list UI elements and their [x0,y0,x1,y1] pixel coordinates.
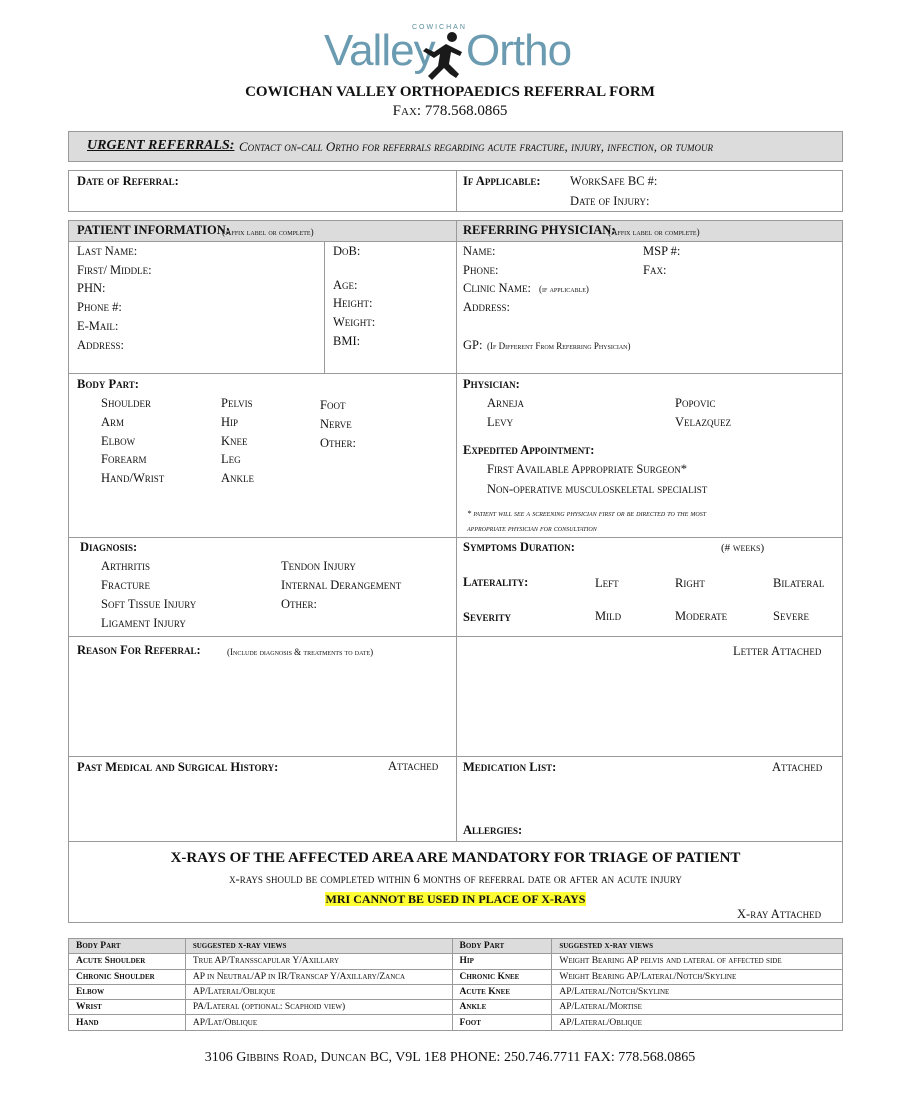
diagnosis-heading: Diagnosis: [80,540,138,554]
xray-subtext: x-rays should be completed within 6 months of referral date or after an acute injury [229,872,682,886]
allergies-label: Allergies: [463,823,523,837]
xray-heading: X-RAYS OF THE AFFECTED AREA ARE MANDATORY FOR TRIAGE OF PATIENT [170,850,741,866]
bp-foot[interactable]: Foot [320,398,346,412]
severity-label: Severity [463,610,511,624]
table-cell: Chronic Shoulder [69,969,186,984]
bp-shoulder[interactable]: Shoulder [101,396,151,410]
bp-hand-wrist[interactable]: Hand/Wrist [101,471,165,485]
table-header-row [69,939,843,954]
dx-soft-tissue[interactable]: Soft Tissue Injury [101,597,197,611]
bp-leg[interactable]: Leg [221,452,241,466]
table-cell: Elbow [69,984,186,999]
clinic-name-label: Clinic Name: [463,281,531,295]
dx-ligament[interactable]: Ligament Injury [101,616,186,630]
referring-physician-heading: REFERRING PHYSICIAN: [463,223,616,237]
dx-tendon[interactable]: Tendon Injury [281,559,356,573]
gp-note: (If Different From Referring Physician) [487,341,631,351]
table-cell: Chronic Knee [452,969,552,984]
sev-severe[interactable]: Severe [773,609,809,623]
weeks-note: (# weeks) [721,542,765,554]
phys-velazquez[interactable]: Velazquez [675,415,732,429]
runner-icon [416,30,468,82]
clinic-note: (if applicable) [539,284,589,294]
table-cell: PA/Lateral (optional: Scaphoid view) [185,1000,452,1015]
urgent-text: Contact on-call Ortho for referrals regarding acute fracture, injury, infection, or tumour [239,139,714,154]
table-cell: Ankle [452,1000,552,1015]
table-cell: AP/Lateral/Oblique [552,1015,843,1030]
medication-attached[interactable]: Attached [772,760,823,774]
physician-address-label: Address: [463,300,511,314]
header-body-part: Body Part [69,939,186,954]
table-row [69,1000,843,1015]
sev-mild[interactable]: Mild [595,609,622,623]
physician-name-label: Name: [463,244,496,258]
form-title: COWICHAN VALLEY ORTHOPAEDICS REFERRAL FORM [245,84,655,100]
bp-nerve[interactable]: Nerve [320,417,352,431]
lat-left[interactable]: Left [595,576,619,590]
footer-address: 3106 Gibbins Road, Duncan BC, V9L 1E8 PHONE: 250.746.7711 FAX: 778.568.0865 [204,1050,696,1065]
bp-hip[interactable]: Hip [221,415,239,429]
xray-requirement-section [68,841,843,923]
header-views: suggested x-ray views [185,939,452,954]
urgent-label: URGENT REFERRALS: [87,138,235,153]
if-applicable-label: If Applicable: [463,174,541,188]
main-form-block [68,220,843,757]
mri-warning: MRI CANNOT BE USED IN PLACE OF X-RAYS [325,892,586,906]
xray-attached[interactable]: X-ray Attached [737,907,822,921]
body-part-heading: Body Part: [77,377,139,391]
medication-heading: Medication List: [463,760,557,774]
msp-label: MSP #: [643,244,681,258]
table-cell: AP/Lateral/Notch/Skyline [552,984,843,999]
cvo-logo [320,22,580,82]
expedited-heading: Expedited Appointment: [463,443,595,457]
table-cell: Hip [452,954,552,969]
weight-label: Weight: [333,315,376,329]
table-cell: AP/Lat/Oblique [185,1015,452,1030]
last-name-label: Last Name: [77,244,138,258]
dob-label: DoB: [333,244,361,258]
physician-phone-label: Phone: [463,263,499,277]
reason-heading: Reason For Referral: [77,643,201,657]
letter-attached[interactable]: Letter Attached [733,644,822,658]
dx-other[interactable]: Other: [281,597,317,611]
bp-forearm[interactable]: Forearm [101,452,147,466]
worksafe-label: WorkSafe BC #: [570,174,658,188]
table-cell: Foot [452,1015,552,1030]
lat-right[interactable]: Right [675,576,705,590]
phys-levy[interactable]: Levy [487,415,514,429]
referring-physician-note: (Affix label or complete) [608,227,700,237]
xray-views-table [68,938,843,1031]
bp-ankle[interactable]: Ankle [221,471,255,485]
table-row [69,984,843,999]
table-cell: Acute Shoulder [69,954,186,969]
expedited-note-1: * patient will see a screening physician first or be directed to the most [467,508,707,518]
table-cell: AP/Lateral/Oblique [185,984,452,999]
dx-internal-derangement[interactable]: Internal Derangement [281,578,402,592]
bmi-label: BMI: [333,334,361,348]
age-label: Age: [333,278,358,292]
header-body-part: Body Part [452,939,552,954]
history-section [68,756,843,842]
table-cell: Wrist [69,1000,186,1015]
date-of-referral-label: Date of Referral: [77,174,179,188]
table-cell: AP in Neutral/AP in IR/Transcap Y/Axillary/Zanca [185,969,452,984]
logo-valley-text: Valley [324,26,435,75]
physician-fax-label: Fax: [643,263,667,277]
patient-info-heading: PATIENT INFORMATION: [77,223,230,237]
email-label: E-Mail: [77,319,119,333]
dx-fracture[interactable]: Fracture [101,578,150,592]
table-cell: True AP/Transscapular Y/Axillary [185,954,452,969]
header-views: suggested x-ray views [552,939,843,954]
bp-other[interactable]: Other: [320,436,356,450]
symptoms-duration-label: Symptoms Duration: [463,540,575,554]
address-label: Address: [77,338,125,352]
table-cell: Weight Bearing AP/Lateral/Notch/Skyline [552,969,843,984]
history-attached[interactable]: Attached [388,759,439,773]
table-cell: Acute Knee [452,984,552,999]
phys-popovic[interactable]: Popovic [675,396,716,410]
height-label: Height: [333,296,373,310]
table-row [69,969,843,984]
laterality-label: Laterality: [463,575,529,589]
phone-label: Phone #: [77,300,122,314]
expedited-first-available[interactable]: First Available Appropriate Surgeon* [487,462,688,476]
lat-bilateral[interactable]: Bilateral [773,576,825,590]
expedited-note-2: appropriate physician for consultation [467,523,597,533]
dx-arthritis[interactable]: Arthritis [101,559,150,573]
gp-label: GP: [463,338,483,352]
bp-pelvis[interactable]: Pelvis [221,396,253,410]
bp-arm[interactable]: Arm [101,415,125,429]
bp-elbow[interactable]: Elbow [101,434,136,448]
sev-moderate[interactable]: Moderate [675,609,728,623]
referral-date-section [68,170,843,212]
date-of-injury-label: Date of Injury: [570,194,650,208]
table-cell: Hand [69,1015,186,1030]
logo-small-text: COWICHAN [412,24,467,31]
table-row [69,1015,843,1030]
table-cell: AP/Lateral/Mortise [552,1000,843,1015]
physician-select-heading: Physician: [463,377,520,391]
urgent-banner [68,131,843,162]
bp-knee[interactable]: Knee [221,434,248,448]
phn-label: PHN: [77,281,106,295]
reason-note: (Include diagnosis & treatments to date) [227,647,374,657]
phys-arneja[interactable]: Arneja [487,396,525,410]
history-heading: Past Medical and Surgical History: [77,760,279,774]
table-row [69,954,843,969]
logo-ortho-text: Ortho [466,26,572,75]
first-middle-label: First/ Middle: [77,263,152,277]
patient-info-note: (Affix label or complete) [222,227,314,237]
table-cell: Weight Bearing AP pelvis and lateral of affected side [552,954,843,969]
expedited-non-operative[interactable]: Non-operative musculoskeletal specialist [487,482,708,496]
form-fax: Fax: 778.568.0865 [392,103,508,119]
